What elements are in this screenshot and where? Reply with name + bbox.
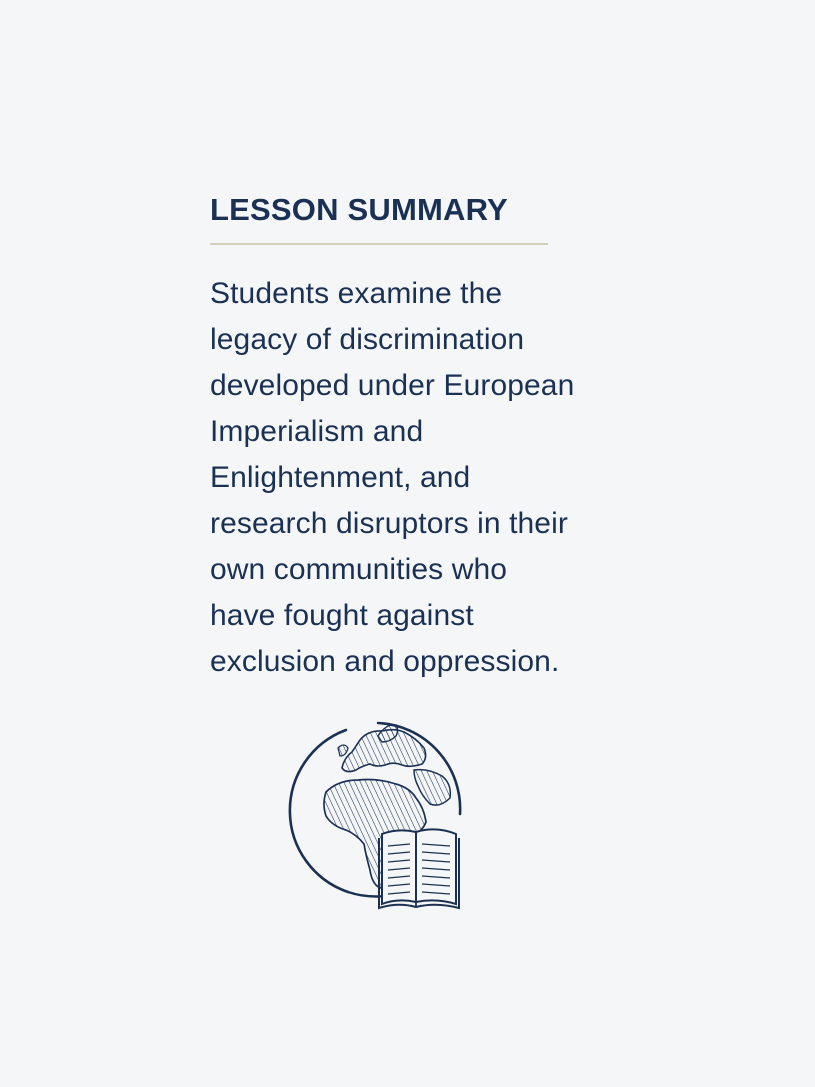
lesson-summary-card: [210, 190, 630, 685]
summary-line: Students examine the: [210, 277, 503, 310]
summary-line: have fought against: [210, 599, 474, 632]
summary-line: developed under European: [210, 369, 575, 402]
summary-line: Imperialism and: [210, 415, 424, 448]
summary-line: Enlightenment, and: [210, 461, 471, 494]
summary-line: research disruptors in their: [210, 507, 568, 540]
summary-text: [210, 271, 630, 685]
summary-line: own communities who: [210, 553, 508, 586]
summary-line: exclusion and oppression.: [210, 645, 560, 678]
summary-line: legacy of discrimination: [210, 323, 525, 356]
section-heading: LESSON SUMMARY: [210, 192, 508, 227]
globe-with-open-book-icon: [286, 718, 476, 910]
heading-divider: [210, 243, 548, 245]
